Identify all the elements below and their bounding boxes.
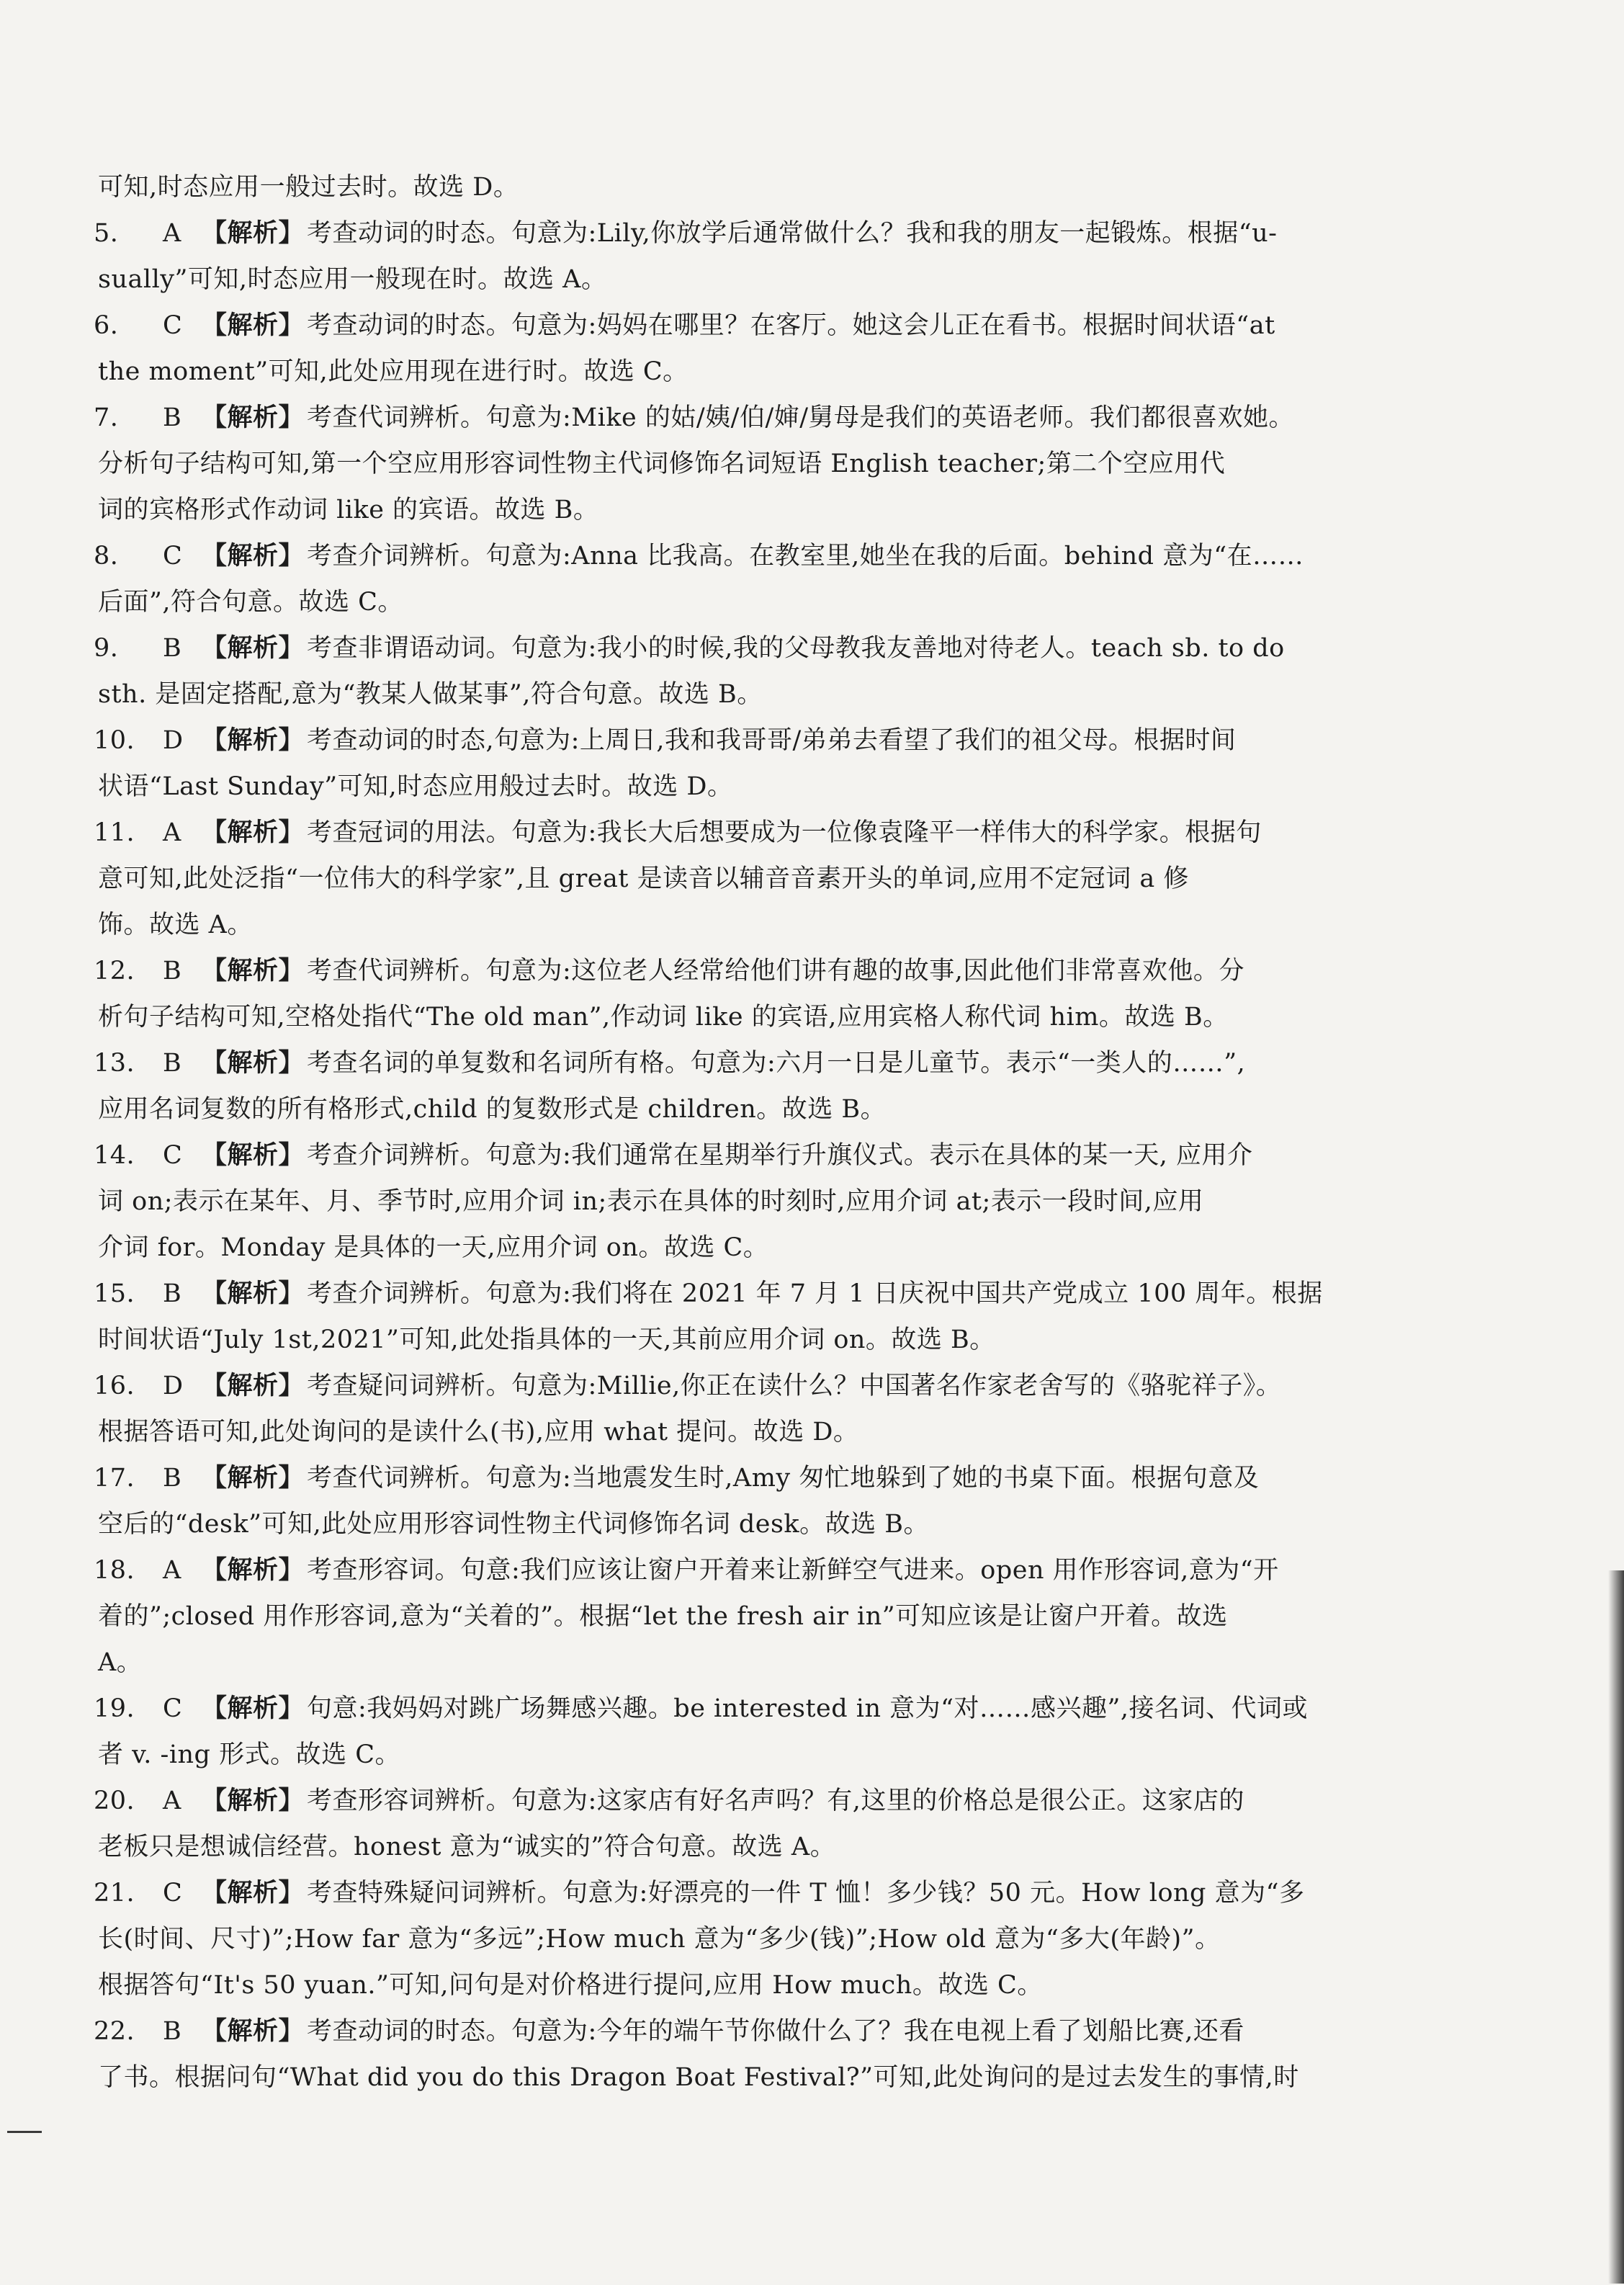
continuation-line: [94, 1593, 1383, 1640]
answer-item-line: [94, 210, 1383, 256]
answer-explanations: [94, 164, 1383, 2101]
item-number: 13.: [94, 1049, 135, 1078]
answer-item-line: [94, 1040, 1383, 1086]
explanation-text: 根据答语可知,此处询问的是读什么(书),应用 what 提问。故选 D。: [98, 1418, 859, 1446]
item-number: 9.: [94, 634, 119, 663]
explanation-text: sth. 是固定搭配,意为“教某人做某事”,符合句意。故选 B。: [98, 680, 763, 709]
continuation-line: [94, 2054, 1383, 2101]
analysis-tag: 【解析】: [202, 634, 305, 663]
explanation-text: 考查冠词的用法。句意为:我长大后想要成为一位像袁隆平一样伟大的科学家。根据句: [307, 818, 1262, 847]
answer-item-line: [94, 1455, 1383, 1501]
explanation-text: 考查介词辨析。句意为:Anna 比我高。在教室里,她坐在我的后面。behind 意为“在……: [307, 542, 1304, 571]
continuation-line: [94, 1916, 1383, 1962]
continuation-line: [94, 764, 1383, 810]
continuation-line: [94, 994, 1383, 1040]
answer-letter: D: [163, 726, 184, 755]
answer-letter: B: [163, 1049, 182, 1078]
continuation-line: [94, 1824, 1383, 1870]
answer-letter: C: [163, 542, 183, 571]
analysis-tag: 【解析】: [202, 403, 305, 432]
explanation-text: 考查形容词辨析。句意为:这家店有好名声吗？有,这里的价格总是很公正。这家店的: [307, 1787, 1244, 1815]
explanation-text: sually”可知,时态应用一般现在时。故选 A。: [98, 265, 607, 294]
continuation-line: [94, 1640, 1383, 1686]
item-number: 15.: [94, 1279, 135, 1308]
explanation-text: 考查形容词。句意:我们应该让窗户开着来让新鲜空气进来。open 用作形容词,意为“开: [307, 1556, 1279, 1585]
analysis-tag: 【解析】: [202, 2017, 305, 2046]
explanation-text: 时间状语“July 1st,2021”可知,此处指具体的一天,其前应用介词 on。故选 B。: [98, 1325, 995, 1354]
answer-letter: A: [163, 219, 181, 248]
item-number: 6.: [94, 311, 119, 340]
analysis-tag: 【解析】: [202, 818, 305, 847]
continuation-line: [94, 1962, 1383, 2008]
answer-item-line: [94, 395, 1383, 441]
continuation-line: [94, 1732, 1383, 1778]
explanation-text: 可知,时态应用一般过去时。故选 D。: [98, 173, 519, 202]
answer-letter: B: [163, 2017, 182, 2046]
continuation-line: [94, 1086, 1383, 1132]
analysis-tag: 【解析】: [202, 1464, 305, 1493]
answer-item-line: [94, 1363, 1383, 1409]
explanation-text: 考查特殊疑问词辨析。句意为:好漂亮的一件 T 恤！多少钱？50 元。How long 意为“多: [307, 1879, 1305, 1908]
explanation-text: the moment”可知,此处应用现在进行时。故选 C。: [98, 357, 688, 386]
answer-letter: B: [163, 634, 182, 663]
explanation-text: A。: [98, 1648, 143, 1677]
explanation-text: 分析句子结构可知,第一个空应用形容词性物主代词修饰名词短语 English teacher;第二个空应用代: [98, 450, 1226, 478]
analysis-tag: 【解析】: [202, 1141, 305, 1170]
item-number: 11.: [94, 818, 135, 847]
continuation-line: [94, 671, 1383, 717]
continuation-line: [94, 902, 1383, 948]
footer-dash: [7, 2131, 42, 2133]
item-number: 17.: [94, 1464, 135, 1493]
explanation-text: 者 v. -ing 形式。故选 C。: [98, 1740, 400, 1769]
explanation-text: 句意:我妈妈对跳广场舞感兴趣。be interested in 意为“对……感兴趣”,接名词、代词或: [307, 1694, 1309, 1723]
analysis-tag: 【解析】: [202, 1372, 305, 1400]
answer-item-line: [94, 1778, 1383, 1824]
explanation-text: 词 on;表示在某年、月、季节时,应用介词 in;表示在具体的时刻时,应用介词 at;表示一段时间,应用: [98, 1187, 1204, 1216]
explanation-text: 考查非谓语动词。句意为:我小的时候,我的父母教我友善地对待老人。teach sb. to do: [307, 634, 1285, 663]
explanation-text: 了书。根据问句“What did you do this Dragon Boat Festival?”可知,此处询问的是过去发生的事情,时: [98, 2063, 1299, 2092]
continuation-line: [94, 1501, 1383, 1547]
analysis-tag: 【解析】: [202, 1556, 305, 1585]
answer-letter: A: [163, 1556, 181, 1585]
explanation-text: 老板只是想诚信经营。honest 意为“诚实的”符合句意。故选 A。: [98, 1833, 836, 1861]
answer-letter: C: [163, 1879, 183, 1908]
answer-letter: B: [163, 403, 182, 432]
answer-letter: C: [163, 1141, 183, 1170]
answer-item-line: [94, 717, 1383, 764]
continuation-line: [94, 1409, 1383, 1455]
answer-item-line: [94, 1686, 1383, 1732]
explanation-text: 考查动词的时态。句意为:今年的端午节你做什么了？我在电视上看了划船比赛,还看: [307, 2017, 1244, 2046]
item-number: 8.: [94, 542, 119, 571]
item-number: 5.: [94, 219, 119, 248]
item-number: 14.: [94, 1141, 135, 1170]
explanation-text: 考查动词的时态。句意为:妈妈在哪里？在客厅。她这会儿正在看书。根据时间状语“at: [307, 311, 1275, 340]
continuation-line: [94, 441, 1383, 487]
analysis-tag: 【解析】: [202, 1279, 305, 1308]
answer-letter: C: [163, 311, 183, 340]
item-number: 12.: [94, 957, 135, 985]
explanation-text: 后面”,符合句意。故选 C。: [98, 588, 403, 617]
continuation-line: [94, 164, 1383, 210]
answer-letter: D: [163, 1372, 184, 1400]
continuation-line: [94, 1179, 1383, 1225]
answer-item-line: [94, 810, 1383, 856]
answer-letter: A: [163, 818, 181, 847]
item-number: 10.: [94, 726, 135, 755]
explanation-text: 考查介词辨析。句意为:我们通常在星期举行升旗仪式。表示在具体的某一天, 应用介: [307, 1141, 1253, 1170]
explanation-text: 考查名词的单复数和名词所有格。句意为:六月一日是儿童节。表示“一类人的……”,: [307, 1049, 1246, 1078]
continuation-line: [94, 579, 1383, 625]
answer-letter: C: [163, 1694, 183, 1723]
answer-item-line: [94, 948, 1383, 994]
explanation-text: 着的”;closed 用作形容词,意为“关着的”。根据“let the fresh air in”可知应该是让窗户开着。故选: [98, 1602, 1228, 1631]
answer-item-line: [94, 1132, 1383, 1179]
answer-letter: B: [163, 1464, 182, 1493]
analysis-tag: 【解析】: [202, 311, 305, 340]
continuation-line: [94, 1225, 1383, 1271]
item-number: 16.: [94, 1372, 135, 1400]
explanation-text: 空后的“desk”可知,此处应用形容词性物主代词修饰名词 desk。故选 B。: [98, 1510, 929, 1539]
analysis-tag: 【解析】: [202, 1787, 305, 1815]
scan-edge-shadow: [1608, 1570, 1624, 2284]
analysis-tag: 【解析】: [202, 542, 305, 571]
explanation-text: 考查疑问词辨析。句意为:Millie,你正在读什么？中国著名作家老舍写的《骆驼祥子》。: [307, 1372, 1282, 1400]
answer-item-line: [94, 2008, 1383, 2054]
analysis-tag: 【解析】: [202, 1879, 305, 1908]
explanation-text: 考查代词辨析。句意为:当地震发生时,Amy 匆忙地躲到了她的书桌下面。根据句意及: [307, 1464, 1260, 1493]
explanation-text: 应用名词复数的所有格形式,child 的复数形式是 children。故选 B。: [98, 1095, 887, 1124]
explanation-text: 根据答句“It's 50 yuan.”可知,问句是对价格进行提问,应用 How much。故选 C。: [98, 1971, 1043, 2000]
item-number: 20.: [94, 1787, 135, 1815]
analysis-tag: 【解析】: [202, 726, 305, 755]
explanation-text: 状语“Last Sunday”可知,时态应用般过去时。故选 D。: [98, 772, 733, 801]
analysis-tag: 【解析】: [202, 1049, 305, 1078]
explanation-text: 长(时间、尺寸)”;How far 意为“多远”;How much 意为“多少(钱)”;How old 意为“多大(年龄)”。: [98, 1925, 1221, 1954]
explanation-text: 词的宾格形式作动词 like 的宾语。故选 B。: [98, 496, 599, 524]
item-number: 18.: [94, 1556, 135, 1585]
answer-item-line: [94, 625, 1383, 671]
item-number: 21.: [94, 1879, 135, 1908]
continuation-line: [94, 349, 1383, 395]
answer-letter: B: [163, 1279, 182, 1308]
explanation-text: 意可知,此处泛指“一位伟大的科学家”,且 great 是读音以辅音音素开头的单词,应用不定冠词 a 修: [98, 864, 1189, 893]
answer-letter: A: [163, 1787, 181, 1815]
explanation-text: 考查动词的时态,句意为:上周日,我和我哥哥/弟弟去看望了我们的祖父母。根据时间: [307, 726, 1237, 755]
explanation-text: 介词 for。Monday 是具体的一天,应用介词 on。故选 C。: [98, 1233, 769, 1262]
answer-item-line: [94, 1547, 1383, 1593]
explanation-text: 析句子结构可知,空格处指代“The old man”,作动词 like 的宾语,应用宾格人称代词 him。故选 B。: [98, 1003, 1229, 1032]
continuation-line: [94, 856, 1383, 902]
analysis-tag: 【解析】: [202, 219, 305, 248]
item-number: 19.: [94, 1694, 135, 1723]
explanation-text: 考查动词的时态。句意为:Lily,你放学后通常做什么？我和我的朋友一起锻炼。根据“u-: [307, 219, 1278, 248]
answer-item-line: [94, 1870, 1383, 1916]
answer-item-line: [94, 303, 1383, 349]
answer-item-line: [94, 533, 1383, 579]
explanation-text: 考查代词辨析。句意为:Mike 的姑/姨/伯/婶/舅母是我们的英语老师。我们都很喜欢她。: [307, 403, 1295, 432]
answer-letter: B: [163, 957, 182, 985]
continuation-line: [94, 256, 1383, 303]
analysis-tag: 【解析】: [202, 957, 305, 985]
item-number: 22.: [94, 2017, 135, 2046]
answer-item-line: [94, 1271, 1383, 1317]
analysis-tag: 【解析】: [202, 1694, 305, 1723]
continuation-line: [94, 487, 1383, 533]
explanation-text: 考查代词辨析。句意为:这位老人经常给他们讲有趣的故事,因此他们非常喜欢他。分: [307, 957, 1244, 985]
explanation-text: 考查介词辨析。句意为:我们将在 2021 年 7 月 1 日庆祝中国共产党成立 100 周年。根据: [307, 1279, 1323, 1308]
item-number: 7.: [94, 403, 119, 432]
continuation-line: [94, 1317, 1383, 1363]
explanation-text: 饰。故选 A。: [98, 911, 253, 939]
